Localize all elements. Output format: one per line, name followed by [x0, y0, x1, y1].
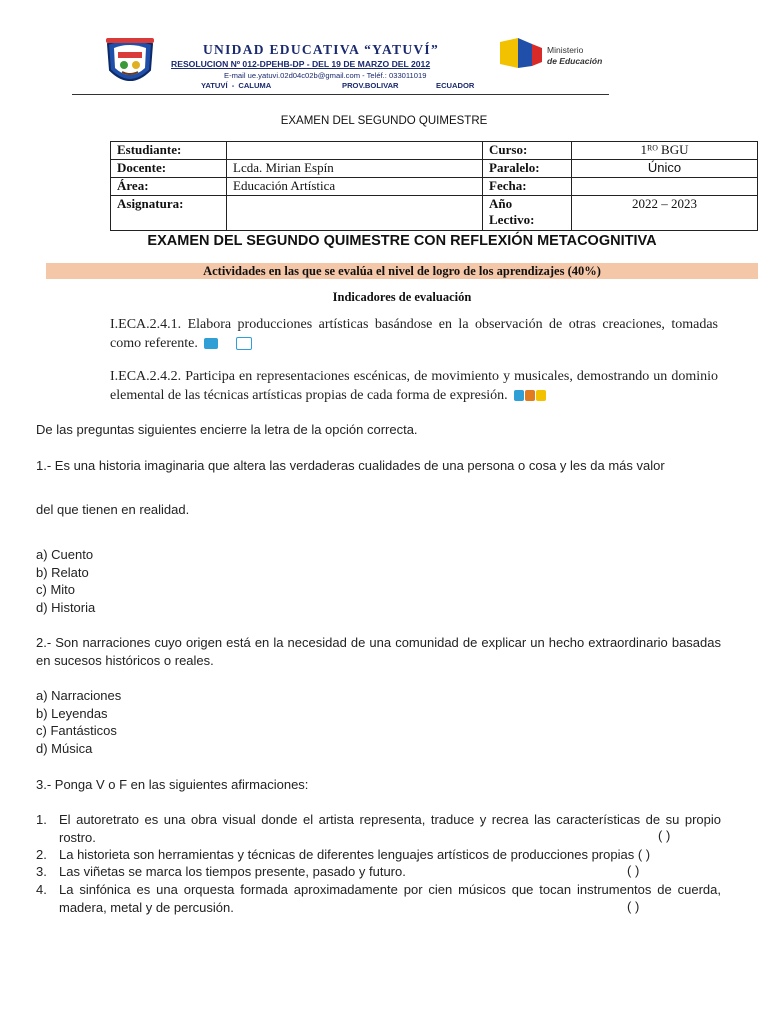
location-country: ECUADOR	[436, 81, 475, 90]
contact-line: E-mail ue.yatuvi.02d04c02b@gmail.com - Teléf.: 033011019	[224, 71, 427, 80]
student-label: Estudiante:	[111, 142, 227, 160]
header-divider	[72, 94, 609, 95]
competency-c-icon	[514, 390, 524, 401]
school-year-label-line2: Lectivo:	[489, 212, 535, 227]
area-label: Área:	[111, 178, 227, 196]
question-1-option-a[interactable]: a) Cuento	[36, 547, 94, 562]
indicator-1-text: I.ECA.2.4.1. Elabora producciones artísticas basándose en la observación de otras creaciones, tomadas como referente.	[110, 317, 718, 351]
school-year-label	[483, 196, 572, 231]
exam-title: EXAMEN DEL SEGUNDO QUIMESTRE	[280, 115, 488, 127]
question-2-option-b[interactable]: b) Leyendas	[36, 706, 108, 721]
tf-item-4-answer-box[interactable]: ( )	[627, 899, 640, 914]
school-year-value: 2022 – 2023	[572, 196, 758, 231]
tf-item-2-text: La historieta son herramientas y técnicas de diferentes lenguajes artísticos de producciones propias ( )	[59, 847, 651, 862]
location-town: YATUVÍ - CALUMA	[201, 81, 272, 90]
tf-item-4-number: 4.	[36, 882, 47, 897]
question-2-option-a[interactable]: a) Narraciones	[36, 688, 122, 703]
instructions: De las preguntas siguientes encierre la letra de la opción correcta.	[36, 422, 418, 437]
parallel-label: Paralelo:	[483, 160, 572, 178]
question-1-option-b[interactable]: b) Relato	[36, 565, 89, 580]
question-1-text: 1.- Es una historia imaginaria que altera las verdaderas cualidades de una persona o cosa y les da más valor	[36, 458, 665, 473]
question-1-option-d[interactable]: d) Historia	[36, 600, 96, 615]
tf-item-3-answer-box[interactable]: ( )	[627, 863, 640, 878]
tf-item-1-answer-box[interactable]: ( )	[658, 828, 671, 843]
school-year-label-line1: Año	[489, 196, 513, 211]
indicators-heading: Indicadores de evaluación	[332, 290, 472, 304]
question-2-text: 2.- Son narraciones cuyo origen está en la necesidad de una comunidad de explicar un hecho extraordinario basadas en sucesos históricos o reales.	[36, 635, 721, 668]
tf-item-2	[36, 846, 721, 864]
tf-item-3-text: Las viñetas se marca los tiempos presente, pasado y futuro.	[59, 864, 406, 879]
question-2-option-c[interactable]: c) Fantásticos	[36, 723, 117, 738]
school-name: UNIDAD EDUCATIVA “YATUVÍ”	[203, 42, 440, 57]
tf-item-2-number: 2.	[36, 847, 47, 862]
question-1-text-cont: del que tienen en realidad.	[36, 502, 190, 517]
date-field[interactable]	[572, 178, 758, 196]
subject-field[interactable]	[227, 196, 483, 231]
activities-heading: Actividades en las que se evalúa el nivel de logro de los aprendizajes (40%)	[203, 264, 601, 278]
parallel-value: Único	[572, 160, 758, 178]
tf-item-4-text: La sinfónica es una orquesta formada aproximadamente por cien músicos que tocan instrumentos de cuerda, madera, metal y de percusión.	[59, 882, 721, 915]
subject-label: Asignatura:	[111, 196, 227, 231]
course-value: 1ᴿᴼ BGU	[572, 142, 758, 160]
ministry-name-line2: de Educación	[547, 56, 603, 66]
question-2-option-d[interactable]: d) Música	[36, 741, 93, 756]
ministry-name-line1: Ministerio	[547, 45, 584, 55]
tf-item-1-number: 1.	[36, 812, 47, 827]
competency-cm-icon	[236, 337, 252, 350]
tf-item-4	[36, 881, 721, 917]
indicator-1	[110, 315, 718, 353]
question-3-text: 3.- Ponga V o F en las siguientes afirmaciones:	[36, 777, 309, 792]
tf-item-3	[36, 863, 721, 881]
ministry-logo	[498, 36, 544, 70]
question-1-option-c[interactable]: c) Mito	[36, 582, 75, 597]
indicator-2-text: I.ECA.2.4.2. Participa en representaciones escénicas, de movimiento y musicales, demostrando un dominio elemental de las técnicas artísticas propias de cada forma de expresión.	[110, 369, 718, 403]
tf-item-3-number: 3.	[36, 864, 47, 879]
school-crest-logo	[104, 34, 156, 90]
area-value: Educación Artística	[227, 178, 483, 196]
competency-c-icon	[204, 338, 218, 349]
indicator-2	[110, 367, 718, 405]
tf-item-1	[36, 811, 721, 847]
competency-i-icon	[536, 390, 546, 401]
main-title: EXAMEN DEL SEGUNDO QUIMESTRE CON REFLEXIÓN METACOGNITIVA	[147, 233, 657, 249]
teacher-label: Docente:	[111, 160, 227, 178]
competency-s-icon	[525, 390, 535, 401]
date-label: Fecha:	[483, 178, 572, 196]
resolution-line: RESOLUCION Nº 012-DPEHB-DP - DEL 19 DE MARZO DEL 2012	[171, 59, 431, 69]
student-info-table	[110, 141, 758, 231]
course-label: Curso:	[483, 142, 572, 160]
tf-item-1-text: El autoretrato es una obra visual donde el artista representa, traduce y recrea las características de su propio rostro.	[59, 812, 721, 845]
student-field[interactable]	[227, 142, 483, 160]
teacher-value: Lcda. Mirian Espín	[227, 160, 483, 178]
location-province: PROV.BOLIVAR	[342, 81, 399, 90]
